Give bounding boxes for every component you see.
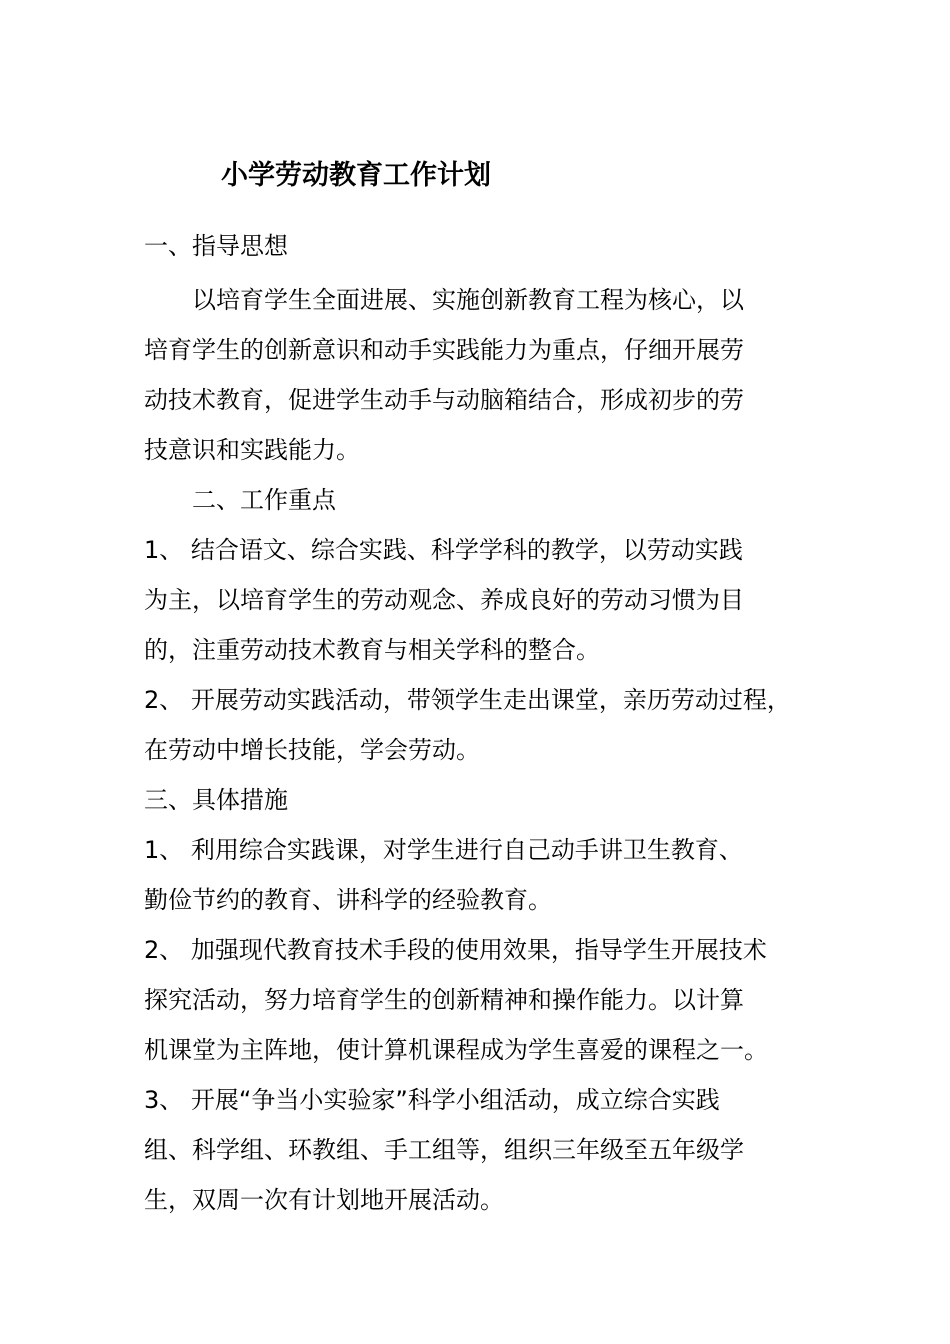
list-item-line: 1、 结合语文、综合实践、科学学科的教学，以劳动实践	[144, 536, 743, 564]
list-item-line: 组、科学组、环教组、手工组等，组织三年级至五年级学	[144, 1136, 744, 1164]
section-heading-guiding-ideology: 一、指导思想	[144, 232, 288, 260]
paragraph-line: 技意识和实践能力。	[144, 436, 360, 464]
list-item-line: 生，双周一次有计划地开展活动。	[144, 1186, 504, 1214]
paragraph-line: 动技术教育，促进学生动手与动脑箱结合，形成初步的劳	[144, 386, 744, 414]
list-item-line: 1、 利用综合实践课，对学生进行自己动手讲卫生教育、	[144, 836, 743, 864]
document-title: 小学劳动教育工作计划	[221, 160, 491, 191]
list-item-line: 的，注重劳动技术教育与相关学科的整合。	[144, 636, 600, 664]
list-item-line: 3、 开展“争当小实验家”科学小组活动，成立综合实践	[144, 1086, 720, 1114]
paragraph-line: 以培育学生全面进展、实施创新教育工程为核心，以	[144, 286, 744, 314]
list-item-line: 探究活动，努力培育学生的创新精神和操作能力。以计算	[144, 986, 744, 1014]
list-item-line: 2、 开展劳动实践活动，带领学生走出课堂，亲历劳动过程，	[144, 686, 791, 714]
list-item-line: 为主，以培育学生的劳动观念、养成良好的劳动习惯为目	[144, 586, 744, 614]
paragraph-line: 培育学生的创新意识和动手实践能力为重点，仔细开展劳	[144, 336, 744, 364]
list-item-line: 勤俭节约的教育、讲科学的经验教育。	[144, 886, 552, 914]
list-item-line: 机课堂为主阵地，使计算机课程成为学生喜爱的课程之一。	[144, 1036, 768, 1064]
section-heading-specific-measures: 三、具体措施	[144, 786, 288, 814]
list-item-line: 2、 加强现代教育技术手段的使用效果，指导学生开展技术	[144, 936, 767, 964]
list-item-line: 在劳动中增长技能，学会劳动。	[144, 736, 480, 764]
section-heading-work-focus: 二、工作重点	[144, 486, 336, 514]
